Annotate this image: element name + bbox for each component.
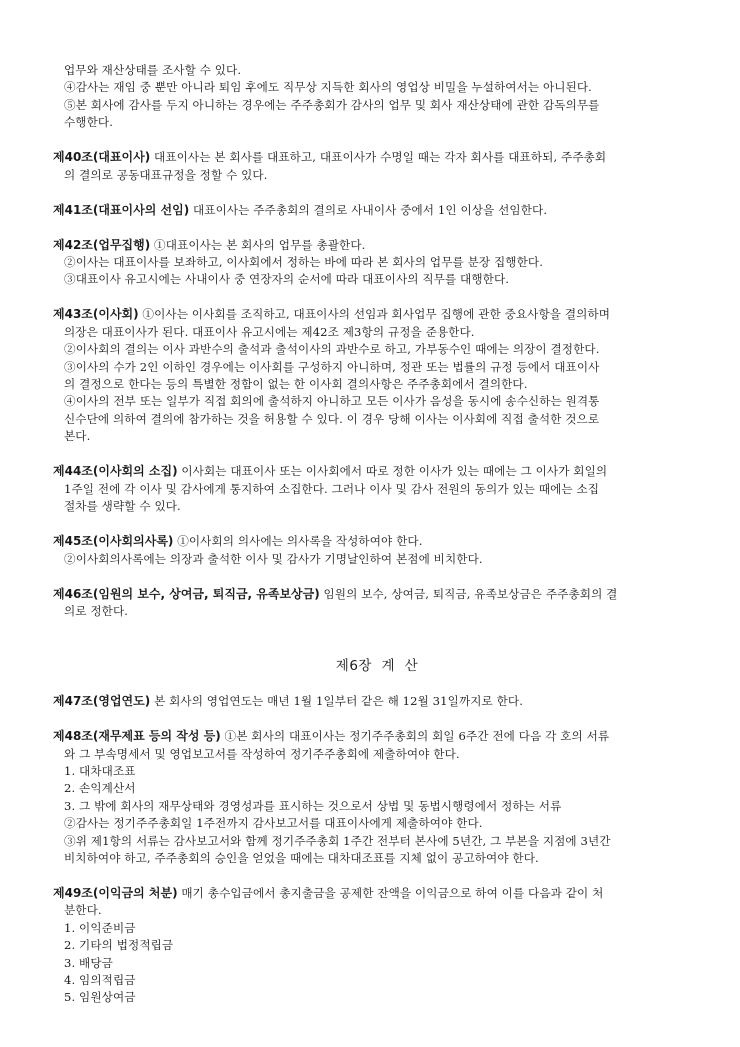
line-text: 임원의 보수, 상여금, 퇴직금, 유족보상금은 주주총회의 결 <box>319 586 618 601</box>
line-text: ①대표이사는 본 회사의 업무를 총괄한다. <box>150 237 366 252</box>
line-text: 본 회사의 영업연도는 매년 1월 1일부터 같은 해 12월 31일까지로 한다. <box>150 694 524 709</box>
text-line <box>53 972 691 989</box>
line-text: 와 그 부속명세서 및 영업보고서를 작성하여 정기주주총회에 제출하여야 한다. <box>64 746 460 761</box>
paragraph-gap <box>53 446 691 464</box>
text-line <box>53 815 691 832</box>
text-line <box>53 902 691 919</box>
line-text: 1주일 전에 각 이사 및 감사에게 통지하여 소집한다. 그러나 이사 및 감사 전원의 동의가 있는 때에는 소집 <box>64 481 600 496</box>
article-first-line <box>53 533 691 550</box>
line-text: 업무와 재산상태를 조사할 수 있다. <box>64 63 242 77</box>
text-line <box>53 850 691 867</box>
text-line <box>53 79 691 96</box>
text-line <box>53 989 691 1006</box>
line-text: 의 결정으로 한다는 등의 특별한 정함이 없는 한 이사회 결의사항은 주주총회에서 결의한다. <box>64 377 528 392</box>
paragraph-gap <box>53 568 691 586</box>
chapter-heading: 제6장 계 산 <box>335 657 419 674</box>
line-text: ①본 회사의 대표이사는 정기주주총회의 회일 6주간 전에 다음 각 호의 서류 <box>220 729 610 744</box>
article-heading: 제49조(이익금의 처분) <box>53 885 178 900</box>
article-heading: 제42조(업무집행) <box>53 237 151 252</box>
text-line <box>53 271 691 288</box>
text-line <box>53 603 691 620</box>
line-text: 의로 정한다. <box>64 603 129 618</box>
text-line <box>53 551 691 568</box>
line-text: ③대표이사 유고시에는 사내이사 중 연장자의 순서에 따라 대표이사의 직무를 대행한다. <box>64 272 510 287</box>
line-text: ②이사회의 결의는 이사 과반수의 출석과 출석이사의 과반수로 하고, 가부동수인 때에는 의장이 결정한다. <box>64 342 600 357</box>
text-line <box>53 937 691 954</box>
text-line <box>53 498 691 515</box>
text-line <box>53 780 691 797</box>
line-text: 비치하여야 하고, 주주총회의 승인을 얻었을 때에는 대차대조표를 지체 없이 공고하여야 한다. <box>64 850 539 865</box>
line-text: 1. 대차대조표 <box>64 763 136 778</box>
article-first-line <box>53 306 691 323</box>
line-text: 3. 배당금 <box>64 955 113 970</box>
text-line <box>53 114 691 131</box>
paragraph-gap <box>53 676 691 694</box>
line-text: 1. 이익준비금 <box>64 920 136 935</box>
article-heading: 제45조(이사회의사록) <box>53 534 174 549</box>
text-line <box>53 955 691 972</box>
article-first-line <box>53 885 691 902</box>
line-text: ②이사회의사록에는 의장과 출석한 이사 및 감사가 기명날인하여 본점에 비치한다. <box>64 551 483 566</box>
paragraph-gap <box>53 711 691 729</box>
line-text: 분한다. <box>64 903 102 918</box>
line-text: 3. 그 밖에 회사의 재무상태와 경영성과를 표시하는 것으로서 상법 및 동법시행령에서 정하는 서류 <box>64 798 562 813</box>
article-heading: 제48조(재무제표 등의 작성 등) <box>53 729 221 744</box>
text-line <box>53 376 691 393</box>
article-first-line <box>53 693 691 710</box>
article-first-line <box>53 728 691 745</box>
line-text: 매기 총수입금에서 총지출금을 공제한 잔액을 이익금으로 하여 이를 다음과 같이 처 <box>177 885 604 900</box>
line-text: 수행한다. <box>64 115 113 130</box>
text-line <box>53 428 691 445</box>
paragraph-gap <box>53 289 691 307</box>
article-heading: 제40조(대표이사) <box>53 150 151 165</box>
line-text: 이사회는 대표이사 또는 이사회에서 따로 정한 이사가 있는 때에는 그 이사가 회일의 <box>177 464 608 479</box>
text-line <box>53 746 691 763</box>
line-text: 2. 기타의 법정적립금 <box>64 938 174 953</box>
text-line <box>53 62 691 79</box>
text-line <box>53 393 691 410</box>
line-text: ④감사는 재임 중 뿐만 아니라 퇴임 후에도 직무상 지득한 회사의 영업상 비밀을 누설하여서는 아니된다. <box>64 80 592 95</box>
article-first-line <box>53 237 691 254</box>
line-text: 2. 손익계산서 <box>64 781 136 796</box>
text-line <box>53 481 691 498</box>
line-text: ③이사의 수가 2인 이하인 경우에는 이사회를 구성하지 아니하며, 정관 또는 법률의 규정 등에서 대표이사 <box>64 359 600 374</box>
line-text: 의 결의로 공동대표규정을 정할 수 있다. <box>64 167 268 182</box>
article-first-line <box>53 149 691 166</box>
line-text: 절차를 생략할 수 있다. <box>64 499 181 514</box>
line-text: ①이사회의 의사에는 의사록을 작성하여야 한다. <box>173 534 423 549</box>
line-text: 대표이사는 주주총회의 결의로 사내이사 중에서 1인 이상을 선임한다. <box>189 202 548 217</box>
text-line <box>53 324 691 341</box>
paragraph-gap <box>53 638 691 656</box>
text-line <box>53 341 691 358</box>
article-heading: 제46조(임원의 보수, 상여금, 퇴직금, 유족보상금) <box>53 586 320 601</box>
text-line <box>53 920 691 937</box>
paragraph-gap <box>53 867 691 885</box>
line-text: ②감사는 정기주주총회일 1주전까지 감사보고서를 대표이사에게 제출하여야 한다. <box>64 816 483 831</box>
line-text: ①이사는 이사회를 조직하고, 대표이사의 선임과 회사업무 집행에 관한 중요사항을 결의하며 <box>138 307 611 322</box>
article-heading: 제41조(대표이사의 선임) <box>53 202 190 217</box>
text-line <box>53 359 691 376</box>
paragraph-gap <box>53 516 691 534</box>
line-text: ④이사의 전부 또는 일부가 직접 회의에 출석하지 아니하고 모든 이사가 음성을 동시에 송수신하는 원격통 <box>64 394 600 409</box>
article-first-line <box>53 586 691 603</box>
document-page <box>53 62 691 1007</box>
line-text: ②이사는 대표이사를 보좌하고, 이사회에서 정하는 바에 따라 본 회사의 업무를 분장 집행한다. <box>64 255 543 270</box>
line-text: ③위 제1항의 서류는 감사보고서와 함께 정기주주총회 1주간 전부터 본사에 5년간, 그 부본을 지점에 3년간 <box>64 833 611 848</box>
paragraph-gap <box>53 219 691 237</box>
paragraph-gap <box>53 184 691 202</box>
text-line <box>53 763 691 780</box>
line-text: 4. 임의적립금 <box>64 972 136 987</box>
line-text: 대표이사는 본 회사를 대표하고, 대표이사가 수명일 때는 각자 회사를 대표하되, 주주총회 <box>150 150 607 165</box>
line-text: 본다. <box>64 429 91 444</box>
article-first-line <box>53 202 691 219</box>
line-text: 의장은 대표이사가 된다. 대표이사 유고시에는 제42조 제3항의 규정을 준용한다. <box>64 324 475 339</box>
text-line <box>53 798 691 815</box>
article-first-line <box>53 463 691 480</box>
article-heading: 제47조(영업연도) <box>53 694 151 709</box>
article-heading: 제44조(이사회의 소집) <box>53 464 178 479</box>
text-line <box>53 167 691 184</box>
paragraph-gap <box>53 132 691 150</box>
line-text: ⑤본 회사에 감사를 두지 아니하는 경우에는 주주총회가 감사의 업무 및 회사 재산상태에 관한 감독의무를 <box>64 97 600 112</box>
text-line <box>53 97 691 114</box>
paragraph-gap <box>53 620 691 638</box>
article-heading: 제43조(이사회) <box>53 307 139 322</box>
text-line <box>53 833 691 850</box>
text-line <box>53 411 691 428</box>
line-text: 5. 임원상여금 <box>64 990 136 1005</box>
line-text: 신수단에 의하여 결의에 참가하는 것을 허용할 수 있다. 이 경우 당해 이사는 이사회에 직접 출석한 것으로 <box>64 411 600 426</box>
text-line <box>53 254 691 271</box>
